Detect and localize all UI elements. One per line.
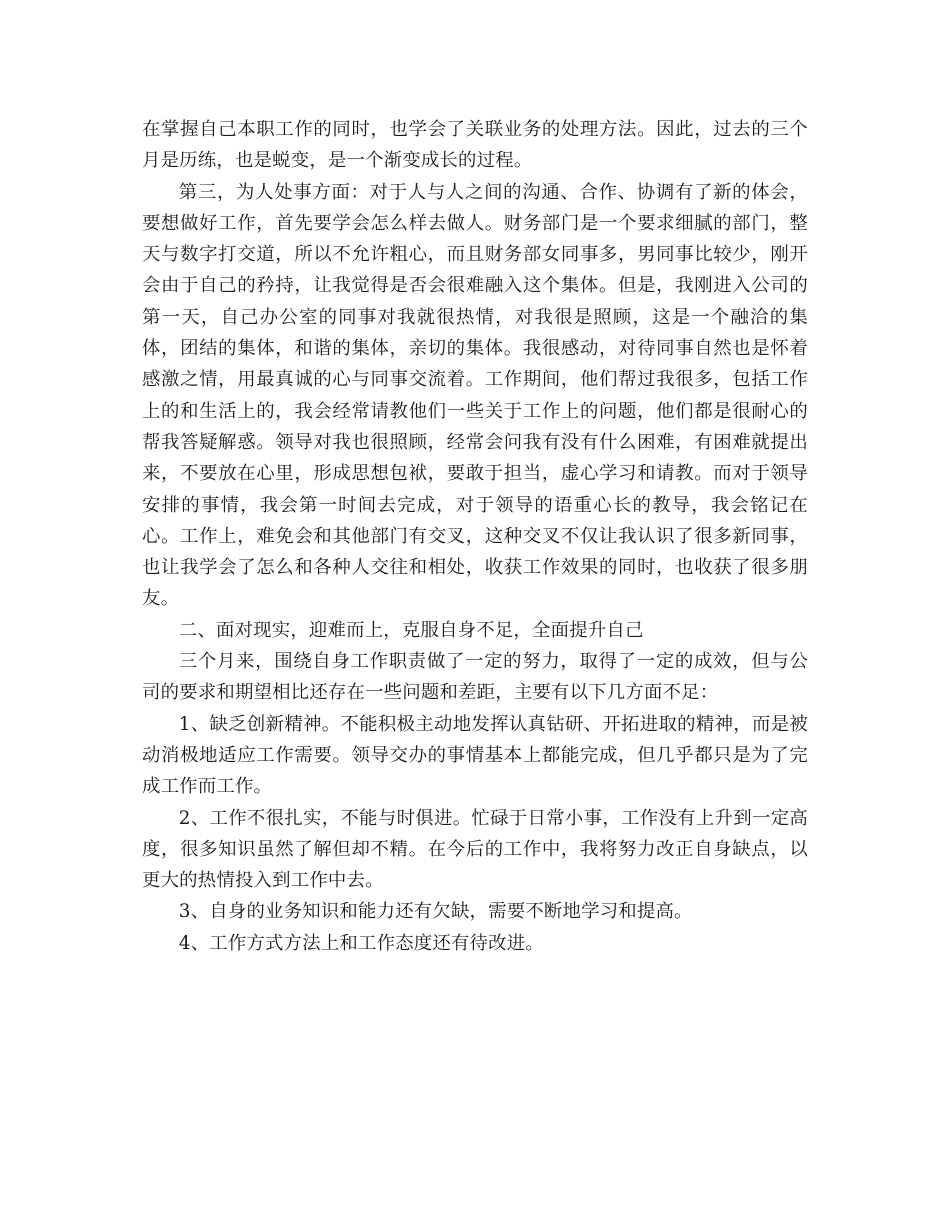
section-heading: 二、面对现实，迎难而上，克服自身不足，全面提升自己 xyxy=(178,619,644,641)
document-body xyxy=(142,114,808,959)
paragraph-interpersonal: 第三，为人处事方面：对于人与人之间的沟通、合作、协调有了新的体会，要想做好工作，首先要学会怎么样去做人。财务部门是一个要求细腻的部门，整天与数字打交道，所以不允许粗心，而且财务部女同事多，男同事比较少，刚开会由于自己的矜持，让我觉得是否会很难融入这个集体。但是，我刚进入公司的第一天，自己办公室的同事对我就很热情，对我很是照顾，这是一个融洽的集体，团结的集体，和谐的集体，亲切的集体。我很感动，对待同事自然也是怀着感激之情，用最真诚的心与同事交流着。工作期间，他们帮过我很多，包括工作上的和生活上的，我会经常请教他们一些关于工作上的问题，他们都是很耐心的帮我答疑解惑。领导对我也很照顾，经常会问我有没有什么困难，有困难就提出来，不要放在心里，形成思想包袱，要敢于担当，虚心学习和请教。而对于领导安排的事情，我会第一时间去完成，对于领导的语重心长的教导，我会铭记在心。工作上，难免会和其他部门有交叉，这种交叉不仅让我认识了很多新同事，也让我学会了怎么和各种人交往和相处，收获工作效果的同时，也收获了很多朋友。 xyxy=(142,181,808,610)
list-item-4: 4、工作方式方法上和工作态度还有待改进。 xyxy=(178,932,544,954)
paragraph-summary: 三个月来，围绕自身工作职责做了一定的努力，取得了一定的成效，但与公司的要求和期望相比还存在一些问题和差距，主要有以下几方面不足： xyxy=(142,651,808,704)
paragraph-continued: 在掌握自己本职工作的同时，也学会了关联业务的处理方法。因此，过去的三个月是历练，也是蜕变，是一个渐变成长的过程。 xyxy=(142,119,808,172)
list-item-1: 1、缺乏创新精神。不能积极主动地发挥认真钻研、开拓进取的精神，而是被动消极地适应工作需要。领导交办的事情基本上都能完成，但几乎都只是为了完成工作而工作。 xyxy=(142,713,808,798)
list-item-3: 3、自身的业务知识和能力还有欠缺，需要不断地学习和提高。 xyxy=(178,901,693,923)
list-item-2: 2、工作不很扎实，不能与时俱进。忙碌于日常小事，工作没有上升到一定高度，很多知识虽然了解但却不精。在今后的工作中，我将努力改正自身缺点，以更大的热情投入到工作中去。 xyxy=(142,807,808,892)
